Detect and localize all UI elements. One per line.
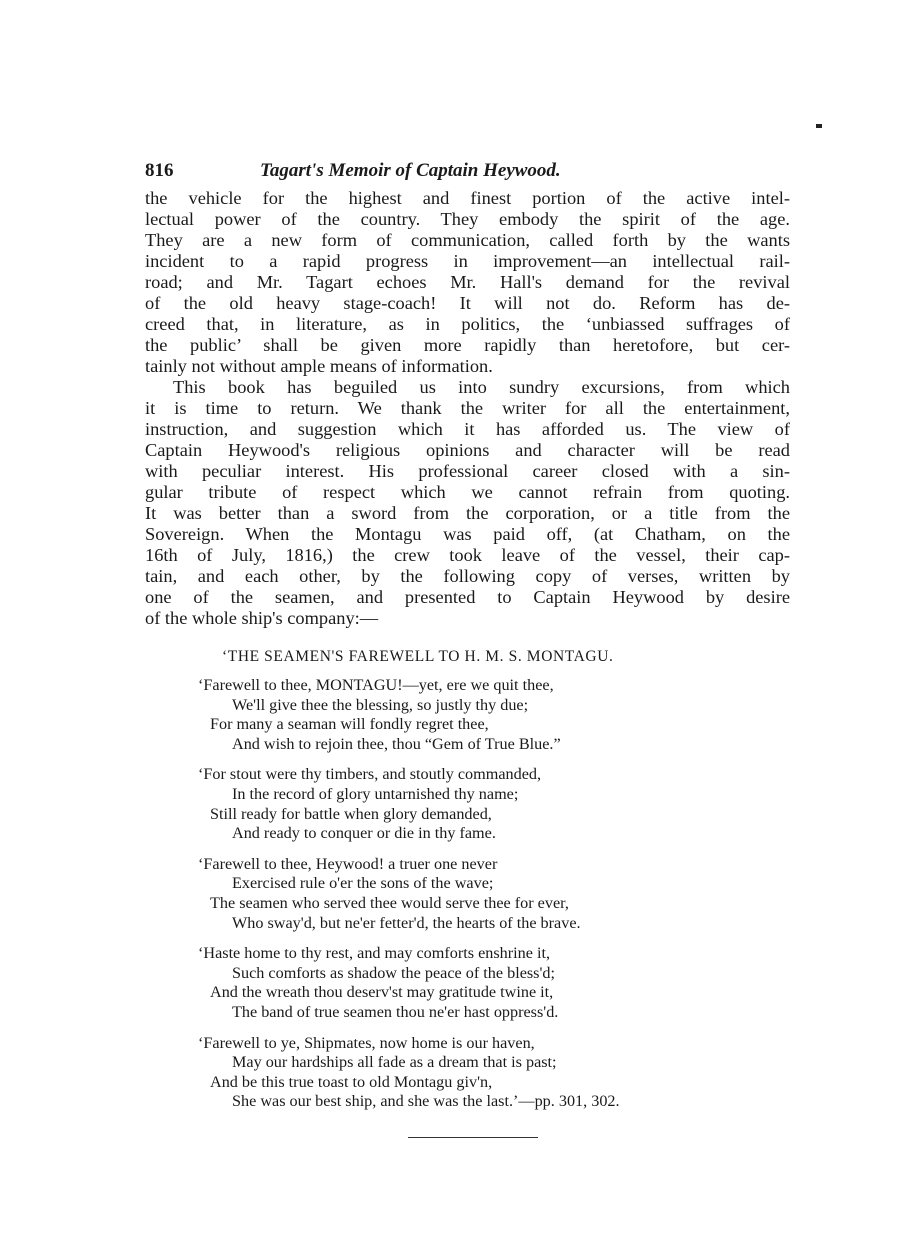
verse-line: ‘Farewell to thee, Heywood! a truer one never bbox=[198, 854, 498, 873]
text-line: the vehicle for the highest and finest portion of the active intel- bbox=[145, 188, 790, 208]
printer-mark bbox=[816, 124, 822, 128]
verse-line: And wish to rejoin thee, thou “Gem of True Blue.” bbox=[232, 734, 561, 753]
stanza-2 bbox=[198, 765, 788, 843]
verse-line: Such comforts as shadow the peace of the bless'd; bbox=[232, 963, 555, 982]
verse-line: ‘Farewell to ye, Shipmates, now home is our haven, bbox=[198, 1033, 535, 1052]
verse-line: And ready to conquer or die in thy fame. bbox=[232, 824, 496, 843]
text-line: Sovereign. When the Montagu was paid off, (at Chatham, on the bbox=[145, 524, 790, 544]
verse-line: Exercised rule o'er the sons of the wave; bbox=[232, 874, 494, 893]
text-line: It was better than a sword from the corporation, or a title from the bbox=[145, 503, 790, 523]
verse-line: In the record of glory untarnished thy name; bbox=[232, 784, 519, 803]
text-line: one of the seamen, and presented to Captain Heywood by desire bbox=[145, 587, 790, 607]
text-line: tainly not without ample means of information. bbox=[145, 356, 493, 376]
closing-rule bbox=[408, 1137, 538, 1138]
poem bbox=[198, 676, 788, 1123]
verse-line: Who sway'd, but ne'er fetter'd, the hearts of the brave. bbox=[232, 913, 581, 932]
text-line: incident to a rapid progress in improvement—an intellectual rail- bbox=[145, 251, 790, 271]
text-line: tain, and each other, by the following copy of verses, written by bbox=[145, 566, 790, 586]
text-line: 16th of July, 1816,) the crew took leave of the vessel, their cap- bbox=[145, 545, 790, 565]
verse-line: We'll give thee the blessing, so justly thy due; bbox=[232, 695, 529, 714]
stanza-3 bbox=[198, 855, 788, 933]
text-line: creed that, in literature, as in politics, the ‘unbiassed suffrages of bbox=[145, 314, 790, 334]
article-body bbox=[145, 188, 790, 629]
poem-title: ‘THE SEAMEN'S FAREWELL TO H. M. S. MONTAGU. bbox=[222, 648, 614, 665]
text-line: it is time to return. We thank the writer for all the entertainment, bbox=[145, 398, 790, 418]
text-line: This book has beguiled us into sundry excursions, from which bbox=[173, 377, 790, 397]
page-number: 816 bbox=[145, 160, 174, 181]
verse-line: The band of true seamen thou ne'er hast oppress'd. bbox=[232, 1002, 559, 1021]
running-title: Tagart's Memoir of Captain Heywood. bbox=[260, 160, 561, 181]
paragraph-2 bbox=[145, 377, 790, 629]
text-line: of the old heavy stage-coach! It will not do. Reform has de- bbox=[145, 293, 790, 313]
verse-line: She was our best ship, and she was the last.’—pp. 301, 302. bbox=[232, 1092, 620, 1111]
text-line: gular tribute of respect which we cannot refrain from quoting. bbox=[145, 482, 790, 502]
stanza-1 bbox=[198, 676, 788, 754]
page-header bbox=[145, 160, 790, 182]
text-line: instruction, and suggestion which it has afforded us. The view of bbox=[145, 419, 790, 439]
text-line: Captain Heywood's religious opinions and character will be read bbox=[145, 440, 790, 460]
text-line: of the whole ship's company:— bbox=[145, 608, 379, 628]
verse-line: May our hardships all fade as a dream that is past; bbox=[232, 1053, 557, 1072]
verse-line: The seamen who served thee would serve thee for ever, bbox=[210, 893, 569, 912]
verse-line: ‘For stout were thy timbers, and stoutly commanded, bbox=[198, 765, 542, 784]
text-line: with peculiar interest. His professional career closed with a sin- bbox=[145, 461, 790, 481]
text-line: They are a new form of communication, called forth by the wants bbox=[145, 230, 790, 250]
verse-line: For many a seaman will fondly regret thee, bbox=[210, 715, 489, 734]
verse-line: ‘Farewell to thee, MONTAGU!—yet, ere we quit thee, bbox=[198, 676, 554, 694]
text-line: lectual power of the country. They embody the spirit of the age. bbox=[145, 209, 790, 229]
verse-line: And the wreath thou deserv'st may gratitude twine it, bbox=[210, 983, 554, 1002]
verse-line: ‘Haste home to thy rest, and may comforts enshrine it, bbox=[198, 944, 550, 963]
verse-line: And be this true toast to old Montagu giv'n, bbox=[210, 1072, 493, 1091]
paragraph-1 bbox=[145, 188, 790, 377]
stanza-4 bbox=[198, 944, 788, 1022]
stanza-5 bbox=[198, 1034, 788, 1112]
text-line: the public’ shall be given more rapidly than heretofore, but cer- bbox=[145, 335, 790, 355]
verse-line: Still ready for battle when glory demanded, bbox=[210, 804, 492, 823]
text-line: road; and Mr. Tagart echoes Mr. Hall's demand for the revival bbox=[145, 272, 790, 292]
